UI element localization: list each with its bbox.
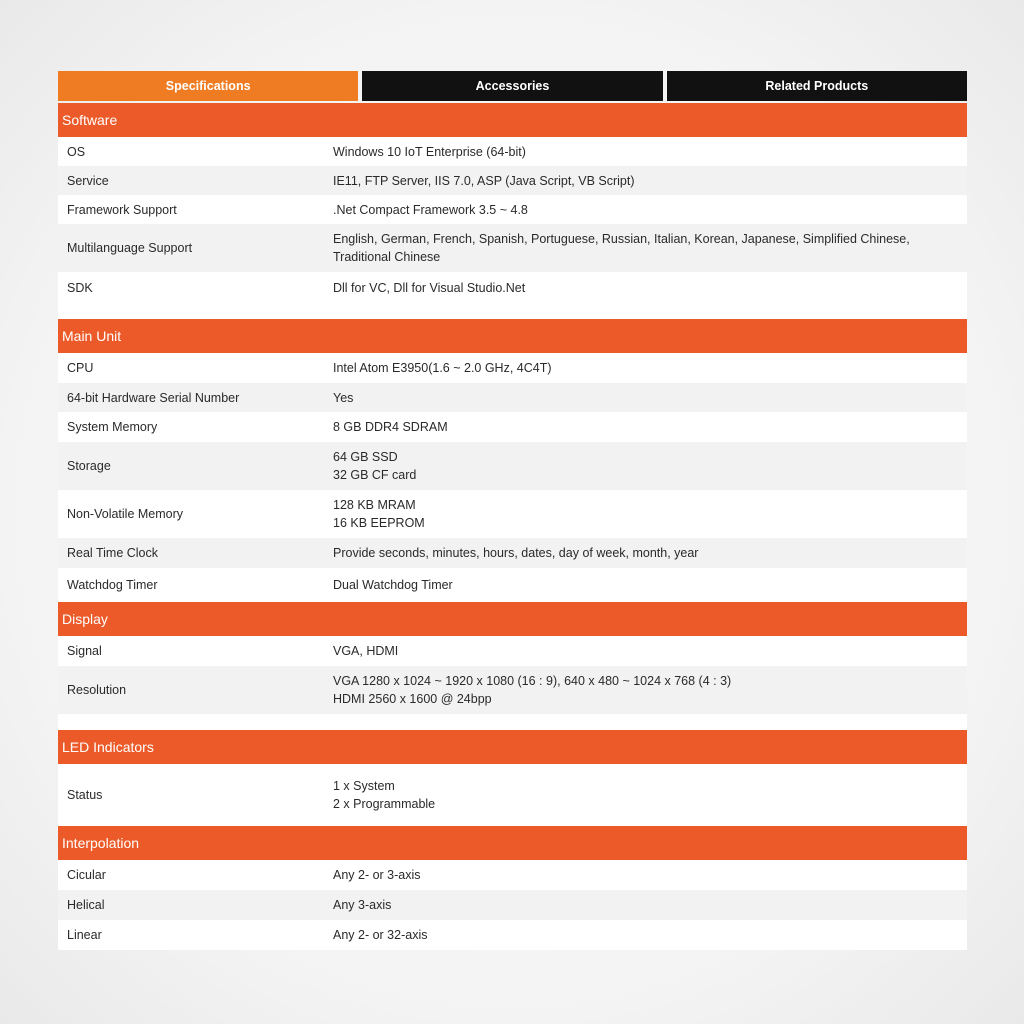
spec-value xyxy=(333,777,967,813)
spec-label: Framework Support xyxy=(67,202,177,217)
spec-label: System Memory xyxy=(67,420,158,434)
section-header: Interpolation xyxy=(58,826,967,860)
spec-row xyxy=(58,764,967,826)
spec-value xyxy=(333,926,967,944)
spec-row xyxy=(58,920,967,950)
spec-value-line: Any 2- or 3-axis xyxy=(333,868,421,882)
spec-value xyxy=(333,230,967,266)
spec-row xyxy=(58,568,967,602)
spec-label: Status xyxy=(67,788,103,802)
spec-label: Helical xyxy=(67,898,105,912)
spec-value-line: Any 3-axis xyxy=(333,898,392,912)
spec-value-line: Dll for VC, Dll for Visual Studio.Net xyxy=(333,280,526,295)
tab-related-products[interactable]: Related Products xyxy=(667,71,967,101)
spec-label: Real Time Clock xyxy=(67,546,158,560)
spec-value-line: Traditional Chinese xyxy=(333,250,441,264)
spec-table xyxy=(58,103,967,950)
spec-value-line: Yes xyxy=(333,390,354,405)
spec-value-line: 128 KB MRAM xyxy=(333,498,416,512)
section-header: Display xyxy=(58,602,967,636)
spec-row xyxy=(58,272,967,303)
spec-label: Watchdog Timer xyxy=(67,578,158,592)
spec-row xyxy=(58,636,967,666)
spec-value-line: Provide seconds, minutes, hours, dates, day of week, month, year xyxy=(333,546,699,560)
spec-value xyxy=(333,642,967,660)
spec-label: Storage xyxy=(67,459,111,473)
spec-label: Resolution xyxy=(67,683,127,697)
spec-row xyxy=(58,166,967,195)
spec-label: CPU xyxy=(67,361,94,375)
spec-section xyxy=(58,602,967,730)
spec-value-line: 2 x Programmable xyxy=(333,797,436,811)
spec-row xyxy=(58,490,967,538)
spec-row xyxy=(58,890,967,920)
spec-label: Linear xyxy=(67,928,102,942)
spec-value xyxy=(333,896,967,914)
spec-value-line: .Net Compact Framework 3.5 ~ 4.8 xyxy=(333,202,528,217)
spec-row xyxy=(58,860,967,890)
spec-section xyxy=(58,103,967,319)
spec-value xyxy=(333,576,967,594)
spec-label: SDK xyxy=(67,280,93,295)
spec-value xyxy=(333,496,967,532)
spec-label: 64-bit Hardware Serial Number xyxy=(67,390,240,405)
section-header: Main Unit xyxy=(58,319,967,353)
spec-value-line: 64 GB SSD xyxy=(333,450,398,464)
spec-section xyxy=(58,730,967,826)
spec-row xyxy=(58,666,967,714)
spec-row xyxy=(58,224,967,272)
spec-value xyxy=(333,389,967,407)
spec-value-line: Intel Atom E3950(1.6 ~ 2.0 GHz, 4C4T) xyxy=(333,361,552,375)
section-spacer xyxy=(58,714,967,730)
spec-value-line: 32 GB CF card xyxy=(333,468,417,482)
section-header: Software xyxy=(58,103,967,137)
spec-section xyxy=(58,319,967,602)
spec-value xyxy=(333,544,967,562)
spec-value xyxy=(333,866,967,884)
spec-value-line: Dual Watchdog Timer xyxy=(333,578,453,592)
spec-section xyxy=(58,826,967,950)
spec-value-line: IE11, FTP Server, IIS 7.0, ASP (Java Script, VB Script) xyxy=(333,173,635,188)
spec-value xyxy=(333,172,967,190)
spec-value-line: 16 KB EEPROM xyxy=(333,516,425,530)
spec-label: Non-Volatile Memory xyxy=(67,507,184,521)
spec-row xyxy=(58,195,967,224)
spec-value xyxy=(333,359,967,377)
spec-row xyxy=(58,383,967,412)
spec-value-line: 8 GB DDR4 SDRAM xyxy=(333,420,448,434)
spec-value-line: HDMI 2560 x 1600 @ 24bpp xyxy=(333,692,492,706)
spec-label: OS xyxy=(67,144,86,159)
spec-value xyxy=(333,418,967,436)
spec-label: Cicular xyxy=(67,868,106,882)
tab-bar xyxy=(58,71,967,101)
tab-specifications[interactable]: Specifications xyxy=(58,71,358,101)
spec-row xyxy=(58,137,967,166)
spec-value xyxy=(333,201,967,219)
section-header: LED Indicators xyxy=(58,730,967,764)
spec-value-line: 1 x System xyxy=(333,779,395,793)
spec-value xyxy=(333,279,967,297)
spec-row xyxy=(58,442,967,490)
spec-value-line: Any 2- or 32-axis xyxy=(333,928,428,942)
spec-row xyxy=(58,412,967,442)
spec-value-line: Windows 10 IoT Enterprise (64-bit) xyxy=(333,144,526,159)
spec-value-line: VGA, HDMI xyxy=(333,644,399,658)
spec-value-line: VGA 1280 x 1024 ~ 1920 x 1080 (16 : 9), 640 x 480 ~ 1024 x 768 (4 : 3) xyxy=(333,674,732,688)
spec-value xyxy=(333,448,967,484)
spec-label: Signal xyxy=(67,644,102,658)
section-spacer xyxy=(58,303,967,319)
spec-value-line: English, German, French, Spanish, Portuguese, Russian, Italian, Korean, Japanese, Simplified Chinese, xyxy=(333,232,910,246)
spec-value xyxy=(333,672,967,708)
spec-row xyxy=(58,538,967,568)
spec-value xyxy=(333,143,967,161)
spec-label: Service xyxy=(67,173,109,188)
tab-accessories[interactable]: Accessories xyxy=(362,71,662,101)
spec-row xyxy=(58,353,967,383)
spec-label: Multilanguage Support xyxy=(67,241,193,255)
